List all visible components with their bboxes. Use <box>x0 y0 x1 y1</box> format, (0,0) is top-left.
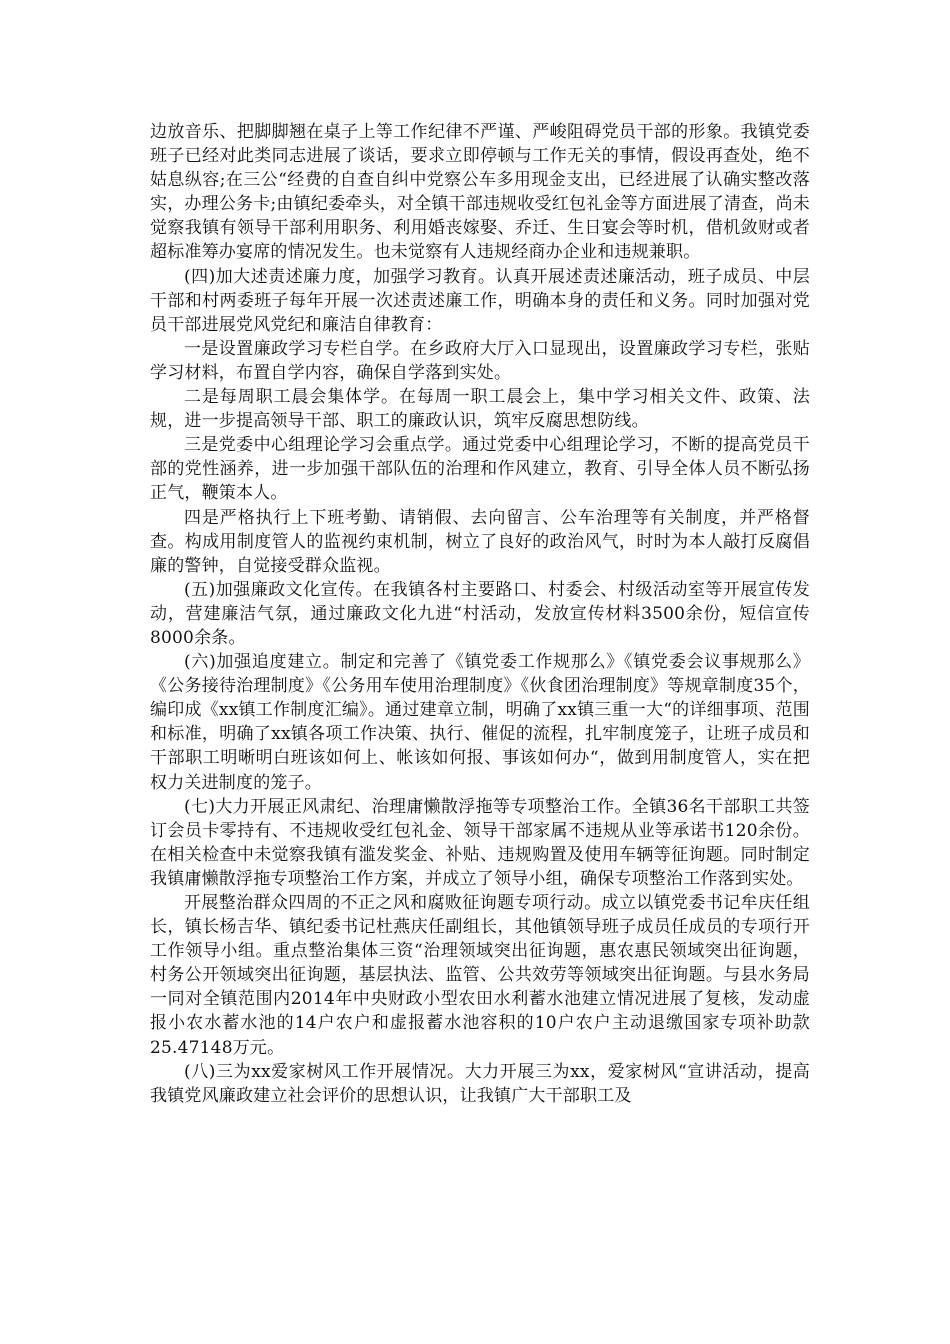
paragraph-section-6: (六)加强追度建立。制定和完善了《镇党委工作规那么》《镇党委会议事规那么》《公务接待治理制度》《公务用车使用治理制度》《伙食团治理制度》等规章制度35个，编印成《xx镇工作制度汇编》。通过建章立制，明确了xx镇三重一大“的详细事项、范围和标准，明确了xx镇各项工作决策、执行、催促的流程，扎牢制度笼子，让班子成员和干部职工明晰明白班该如何上、帐该如何报、事该如何办“，做到用制度管人，实在把权力关进制度的笼子。 <box>150 652 810 793</box>
paragraph-item-1: 一是设置廉政学习专栏自学。在乡政府大厅入口显现出，设置廉政学习专栏，张贴学习材料，布置自学内容，确保自学落到实处。 <box>150 338 810 383</box>
paragraph-section-4: (四)加大述责述廉力度，加强学习教育。认真开展述责述廉活动，班子成员、中层干部和村两委班子每年开展一次述责述廉工作，明确本身的责任和义务。同时加强对党员干部进展党风党纪和廉洁自律教育： <box>150 266 810 335</box>
paragraph-section-7: (七)大力开展正风肃纪、治理庸懒散浮拖等专项整治工作。全镇36名干部职工共签订会员卡零持有、不违规收受红包礼金、领导干部家属不违规从业等承诺书120余份。在相关检查中未觉察我镇有滥发奖金、补贴、违规购置及使用车辆等征询题。同时制定我镇庸懒散浮拖专项整治工作方案，并成立了领导小组，确保专项整治工作落到实处。 <box>150 796 810 889</box>
paragraph-special-action: 开展整治群众四周的不正之风和腐败征询题专项行动。成立以镇党委书记牟庆任组长，镇长杨吉华、镇纪委书记杜燕庆任副组长，其他镇领导班子成员任成员的专项行开工作领导小组。重点整治集体三资“治理领域突出征询题，惠农惠民领域突出征询题，村务公开领域突出征询题，基层执法、监管、公共效劳等领域突出征询题。与县水务局一同对全镇范围内2014年中央财政小型农田水利蓄水池建立情况进展了复核，发动虚报小农水蓄水池的14户农户和虚报蓄水池容积的10户农户主动退缴国家专项补助款25.47148万元。 <box>150 893 810 1058</box>
paragraph-item-3: 三是党委中心组理论学习会重点学。通过党委中心组理论学习，不断的提高党员干部的党性涵养，进一步加强干部队伍的治理和作风建立，教育、引导全体人员不断弘扬正气，鞭策本人。 <box>150 435 810 504</box>
paragraph-item-2: 二是每周职工晨会集体学。在每周一职工晨会上，集中学习相关文件、政策、法规，进一步提高领导干部、职工的廉政认识，筑牢反腐思想防线。 <box>150 387 810 432</box>
paragraph-discipline-continued: 边放音乐、把脚脚翘在桌子上等工作纪律不严谨、严峻阻碍党员干部的形象。我镇党委班子已经对此类同志进展了谈话，要求立即停顿与工作无关的事情，假设再查处，绝不姑息纵容;在三公“经费的自查自纠中党察公车多用现金支出，已经进展了认确实整改落实，办理公务卡;由镇纪委牵头，对全镇干部违规收受红包礼金等方面进展了清查，尚未觉察我镇有领导干部利用职务、利用婚丧嫁娶、乔迁、生日宴会等时机，借机敛财或者超标准筹办宴席的情况发生。也未觉察有人违规经商办企业和违规兼职。 <box>150 122 810 263</box>
paragraph-section-5: (五)加强廉政文化宣传。在我镇各村主要路口、村委会、村级活动室等开展宣传发动，营建廉洁气氛，通过廉政文化九进“村活动，发放宣传材料3500余份，短信宣传8000余条。 <box>150 579 810 648</box>
paragraph-item-4: 四是严格执行上下班考勤、请销假、去向留言、公车治理等有关制度，并严格督查。构成用制度管人的监视约束机制，树立了良好的政治风气，时时为本人敲打反腐倡廉的警钟，自觉接受群众监视。 <box>150 507 810 576</box>
document-body <box>150 120 810 1108</box>
paragraph-section-8: (八)三为xx爱家树风工作开展情况。大力开展三为xx，爱家树风“宣讲活动，提高我镇党风廉政建立社会评价的思想认识，让我镇广大干部职工及 <box>150 1061 810 1106</box>
